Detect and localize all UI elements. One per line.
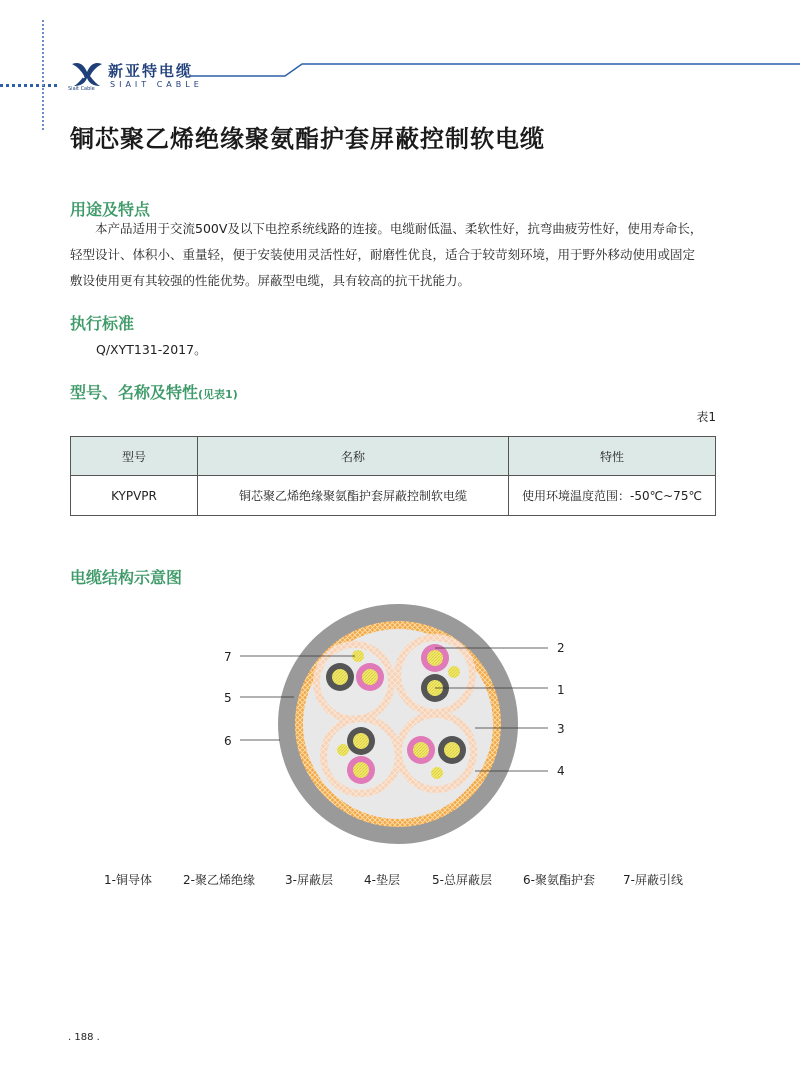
cell-model: KYPVPR: [71, 476, 198, 516]
column-header-model: 型号: [71, 437, 198, 476]
legend-item-7: 7-屏蔽引线: [623, 873, 683, 887]
pair-top-left: [313, 641, 395, 723]
header-dots: [0, 72, 60, 78]
column-header-name: 名称: [198, 437, 509, 476]
header-vertical-rule: [42, 20, 46, 130]
pair-bottom-right: [395, 711, 477, 793]
callout-4: 4: [557, 764, 565, 778]
callout-2: 2: [557, 641, 565, 655]
section-heading-usage: 用途及特点: [70, 200, 151, 219]
section-heading-models: [70, 380, 238, 403]
legend-item-5: 5-总屏蔽层: [432, 873, 492, 887]
usage-line-1: 本产品适用于交流500V及以下电控系统线路的连接。电缆耐低温、柔软性好，抗弯曲疲劳性好，使用寿命长，: [95, 221, 703, 236]
cell-property: 使用环境温度范围：-50℃~75℃: [509, 476, 716, 516]
page-title: 铜芯聚乙烯绝缘聚氨酯护套屏蔽控制软电缆: [70, 125, 545, 153]
usage-paragraph: [70, 216, 730, 294]
legend-item-3: 3-屏蔽层: [285, 873, 333, 887]
section-heading-structure: 电缆结构示意图: [70, 568, 183, 587]
brand-name-cn: 新亚特电缆: [108, 62, 194, 80]
cell-name: 铜芯聚乙烯绝缘聚氨酯护套屏蔽控制软电缆: [198, 476, 509, 516]
table-label: 表1: [696, 410, 716, 424]
column-header-property: 特性: [509, 437, 716, 476]
pair-top-right: [394, 634, 476, 716]
models-heading-text: 型号、名称及特性: [70, 383, 199, 402]
callout-6: 6: [224, 734, 232, 748]
models-heading-note: (见表1): [198, 388, 238, 401]
cable-cross-section-diagram: [230, 590, 590, 860]
models-table: [70, 436, 716, 516]
legend-item-2: 2-聚乙烯绝缘: [183, 873, 255, 887]
brand-logo-icon: [70, 58, 104, 88]
callout-3: 3: [557, 722, 565, 736]
callout-5: 5: [224, 691, 232, 705]
table-row: [71, 476, 716, 516]
logo-subtext: Siait Cable: [68, 86, 95, 92]
legend-item-1: 1-铜导体: [104, 873, 152, 887]
standard-value: Q/XYT131-2017。: [96, 342, 207, 357]
pair-bottom-left: [320, 715, 402, 797]
legend-item-6: 6-聚氨酯护套: [523, 873, 595, 887]
header-divider: [190, 60, 800, 80]
callout-1: 1: [557, 683, 565, 697]
callout-7: 7: [224, 650, 232, 664]
page-number: . 188 .: [68, 1032, 100, 1043]
table-header-row: [71, 437, 716, 476]
usage-line-3: 敷设使用更有其较强的性能优势。屏蔽型电缆，具有较高的抗干扰能力。: [70, 273, 471, 288]
usage-line-2: 轻型设计、体积小、重量轻，便于安装使用灵活性好，耐磨性优良，适合于较苛刻环境，用于野外移动使用或固定: [70, 247, 696, 262]
legend-item-4: 4-垫层: [364, 873, 400, 887]
section-heading-standard: 执行标准: [70, 314, 135, 333]
brand-name-en: SIAIT CABLE: [110, 80, 203, 89]
